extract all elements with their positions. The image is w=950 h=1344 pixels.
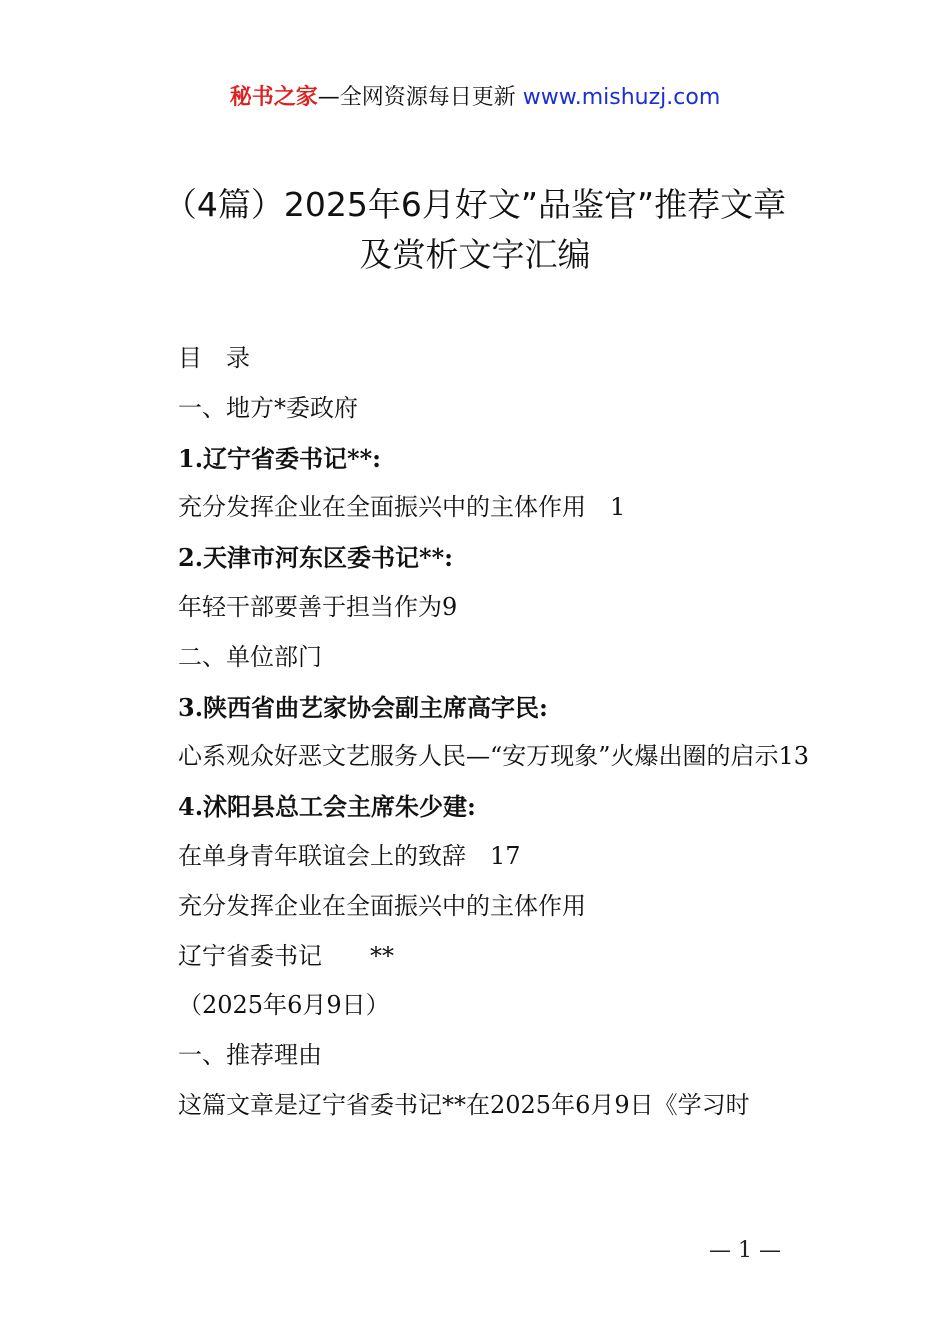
toc-heading: 目 录 — [178, 344, 250, 372]
toc-item-2-title: 年轻干部要善于担当作为9 — [178, 592, 458, 621]
toc-item-1-author: 1.辽宁省委书记**: — [178, 443, 382, 473]
toc-item-4-author: 4.沭阳县总工会主席朱少建: — [178, 792, 476, 822]
toc-section-1: 一、地方*委政府 — [178, 393, 358, 422]
site-slogan: —全网资源每日更新 — [317, 85, 523, 110]
document-title-line-1: （4篇）2025年6月好文”品鉴官”推荐文章 — [163, 185, 787, 224]
toc-item-3-author: 3.陕西省曲艺家协会副主席高字民: — [178, 692, 548, 722]
site-brand: 秘书之家 — [229, 85, 318, 110]
page-number: — 1 — — [709, 1238, 781, 1263]
toc-item-1-title: 充分发挥企业在全面振兴中的主体作用 1 — [178, 493, 626, 522]
article-date: （2025年6月9日） — [178, 991, 390, 1020]
document-title — [0, 180, 950, 280]
document-title-line-2: 及赏析文字汇编 — [359, 235, 591, 274]
toc-section-2: 二、单位部门 — [178, 642, 322, 671]
toc-item-3-title: 心系观众好恶文艺服务人民—“安万现象”火爆出圈的启示13 — [178, 742, 810, 771]
article-paragraph: 这篇文章是辽宁省委书记**在2025年6月9日《学习时 — [178, 1090, 750, 1119]
recommend-reason-heading: 一、推荐理由 — [178, 1041, 322, 1070]
toc-item-2-author: 2.天津市河东区委书记**: — [178, 543, 454, 573]
article-title: 充分发挥企业在全面振兴中的主体作用 — [178, 891, 586, 920]
site-header — [0, 80, 950, 111]
site-url-link[interactable]: www.mishuzj.com — [522, 85, 721, 110]
article-author: 辽宁省委书记 ** — [178, 941, 394, 970]
toc-item-4-title: 在单身青年联谊会上的致辞 17 — [178, 841, 521, 870]
document-body — [128, 334, 834, 1131]
